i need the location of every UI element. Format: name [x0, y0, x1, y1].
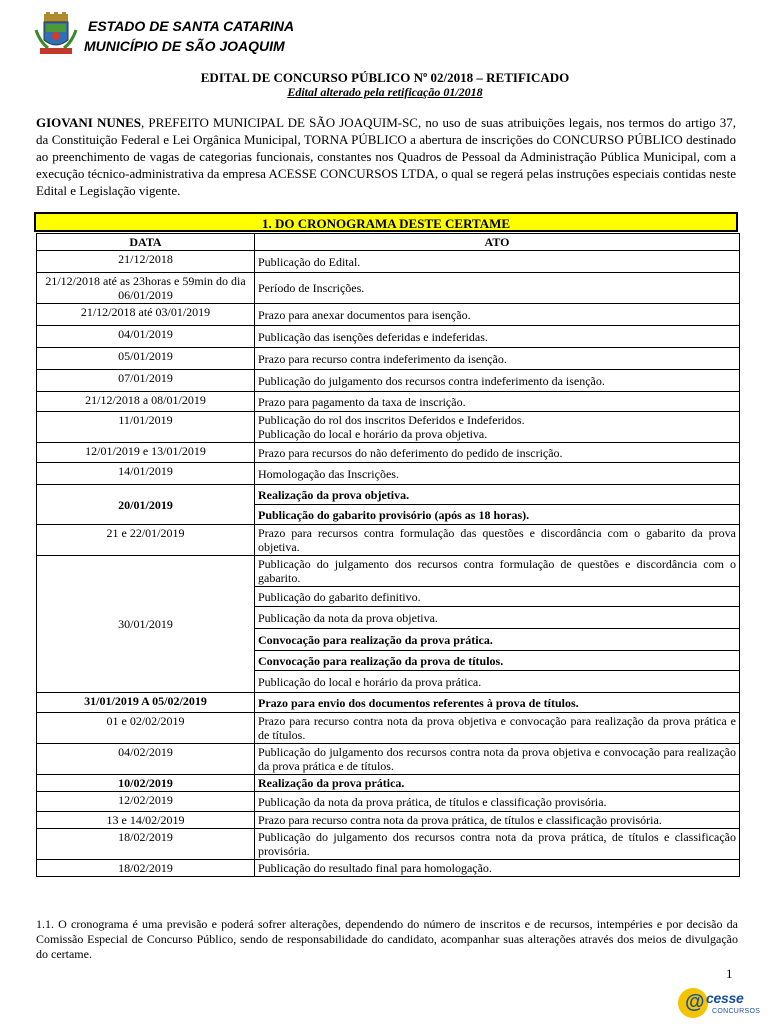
row-act: Publicação do resultado final para homologação.: [255, 860, 740, 877]
table-row: [37, 792, 740, 812]
row-date: 18/02/2019: [37, 860, 255, 877]
row-act: Prazo para recurso contra indeferimento da isenção.: [255, 348, 740, 370]
intro-paragraph: [36, 114, 736, 199]
logo-subtitle: CONCURSOS: [712, 1008, 761, 1015]
schedule-note: 1.1. O cronograma é uma previsão e poderá sofrer alterações, dependendo do número de inscritos e de recursos, intempéries e por decisão da Comissão Especial de Concurso Público, sendo de responsabilidade do candidato, acompanhar suas alterações através dos meios de divulgação do certame.: [36, 917, 738, 961]
row-act: Convocação para realização da prova de títulos.: [255, 651, 740, 671]
row-date: 07/01/2019: [37, 370, 255, 392]
row-date: 04/01/2019: [37, 326, 255, 348]
table-row: [37, 812, 740, 829]
table-row: [37, 273, 740, 304]
row-date: 21/12/2018: [37, 251, 255, 273]
row-date: 18/02/2019: [37, 829, 255, 860]
row-act: Prazo para recursos do não deferimento do pedido de inscrição.: [255, 443, 740, 463]
row-date: 21 e 22/01/2019: [37, 525, 255, 556]
row-act: Publicação do local e horário da prova prática.: [255, 671, 740, 693]
table-row: [37, 485, 740, 505]
row-act: Realização da prova objetiva.: [255, 485, 740, 505]
row-date: 31/01/2019 A 05/02/2019: [37, 693, 255, 713]
row-act: Prazo para envio dos documentos referentes à prova de títulos.: [255, 693, 740, 713]
table-row: [37, 525, 740, 556]
column-header-date: DATA: [37, 234, 255, 251]
row-date: 14/01/2019: [37, 463, 255, 485]
row-act: Publicação do gabarito provisório (após as 18 horas).: [255, 505, 740, 525]
row-act: Publicação do gabarito definitivo.: [255, 587, 740, 607]
table-row: [37, 744, 740, 775]
row-date: 01 e 02/02/2019: [37, 713, 255, 744]
table-row: [37, 304, 740, 326]
row-act: Prazo para recursos contra formulação das questões e discordância com o gabarito da prova objetiva.: [255, 525, 740, 556]
column-header-act: ATO: [255, 234, 740, 251]
row-date: 12/01/2019 e 13/01/2019: [37, 443, 255, 463]
row-date: 04/02/2019: [37, 744, 255, 775]
logo-name: cesse: [706, 990, 744, 1006]
mayor-name: GIOVANI NUNES: [36, 115, 142, 130]
municipality-name: MUNICÍPIO DE SÃO JOAQUIM: [84, 38, 285, 54]
municipal-crest-icon: [34, 12, 78, 56]
document-header: [34, 12, 734, 60]
row-act: Publicação do julgamento dos recursos contra nota da prova objetiva e convocação para realização da prova prática e de títulos.: [255, 744, 740, 775]
schedule-table: [36, 233, 740, 877]
row-act: Publicação do julgamento dos recursos contra nota da prova prática, de títulos e classificação provisória.: [255, 829, 740, 860]
row-date: 11/01/2019: [37, 412, 255, 443]
row-act: Prazo para recurso contra nota da prova objetiva e convocação para realização da prova prática e de títulos.: [255, 713, 740, 744]
row-act: Período de Inscrições.: [255, 273, 740, 304]
row-act: [255, 412, 740, 443]
document-subtitle: Edital alterado pela retificação 01/2018: [287, 85, 483, 99]
row-act: Publicação da nota da prova objetiva.: [255, 607, 740, 629]
row-act-line: Publicação do rol dos inscritos Deferidos e Indeferidos.: [258, 413, 525, 427]
table-row: [37, 829, 740, 860]
row-act: Prazo para anexar documentos para isenção.: [255, 304, 740, 326]
table-row: [37, 775, 740, 792]
row-date: 30/01/2019: [37, 556, 255, 693]
row-date: 20/01/2019: [37, 485, 255, 525]
table-row: [37, 556, 740, 587]
state-name: ESTADO DE SANTA CATARINA: [88, 18, 295, 34]
table-row: [37, 251, 740, 273]
row-date: 10/02/2019: [37, 775, 255, 792]
row-date: 21/12/2018 até 03/01/2019: [37, 304, 255, 326]
row-date: 13 e 14/02/2019: [37, 812, 255, 829]
table-row: [37, 713, 740, 744]
table-row: [37, 463, 740, 485]
row-act: Realização da prova prática.: [255, 775, 740, 792]
acesse-logo: [676, 986, 760, 1022]
table-header-row: [37, 234, 740, 251]
table-row: [37, 412, 740, 443]
page-number: 1: [726, 966, 733, 981]
row-date: 21/12/2018 a 08/01/2019: [37, 392, 255, 412]
table-row: [37, 860, 740, 877]
table-row: [37, 348, 740, 370]
at-sign-icon: @: [685, 991, 705, 1013]
row-act: Convocação para realização da prova prática.: [255, 629, 740, 651]
row-act: Prazo para pagamento da taxa de inscrição.: [255, 392, 740, 412]
intro-text: , PREFEITO MUNICIPAL DE SÃO JOAQUIM-SC, no uso de suas atribuições legais, nos termos do artigo 37, da Constituição Federal e Lei Orgânica Municipal, TORNA PÚBLICO a abertura de inscrições do CONCURSO PÚBLICO destinado ao preenchimento de vagas de categorias funcionais, constantes nos Quadros de Pessoal da Administração Pública Municipal, com a execução técnico-administrativa da empresa ACESSE CONCURSOS LTDA, o qual se regerá pelas instruções especiais contidas neste Edital e Legislação vigente.: [36, 115, 736, 198]
table-row: [37, 693, 740, 713]
document-title: EDITAL DE CONCURSO PÚBLICO Nº 02/2018 – RETIFICADO: [200, 70, 570, 85]
row-act: Publicação do Edital.: [255, 251, 740, 273]
table-row: [37, 326, 740, 348]
row-act: Publicação do julgamento dos recursos contra formulação de questões e discordância com o gabarito.: [255, 556, 740, 587]
row-act: Prazo para recurso contra nota da prova prática, de títulos e classificação provisória.: [255, 812, 740, 829]
table-row: [37, 392, 740, 412]
row-act: Publicação das isenções deferidas e indeferidas.: [255, 326, 740, 348]
section-title: 1. DO CRONOGRAMA DESTE CERTAME: [34, 212, 738, 232]
row-date: 05/01/2019: [37, 348, 255, 370]
row-act: Publicação do julgamento dos recursos contra indeferimento da isenção.: [255, 370, 740, 392]
row-act-line: Publicação do local e horário da prova objetiva.: [258, 427, 488, 441]
table-row: [37, 370, 740, 392]
row-date: 21/12/2018 até as 23horas e 59min do dia 06/01/2019: [37, 273, 255, 304]
table-row: [37, 443, 740, 463]
row-act: Publicação da nota da prova prática, de títulos e classificação provisória.: [255, 792, 740, 812]
row-date: 12/02/2019: [37, 792, 255, 812]
row-act: Homologação das Inscrições.: [255, 463, 740, 485]
